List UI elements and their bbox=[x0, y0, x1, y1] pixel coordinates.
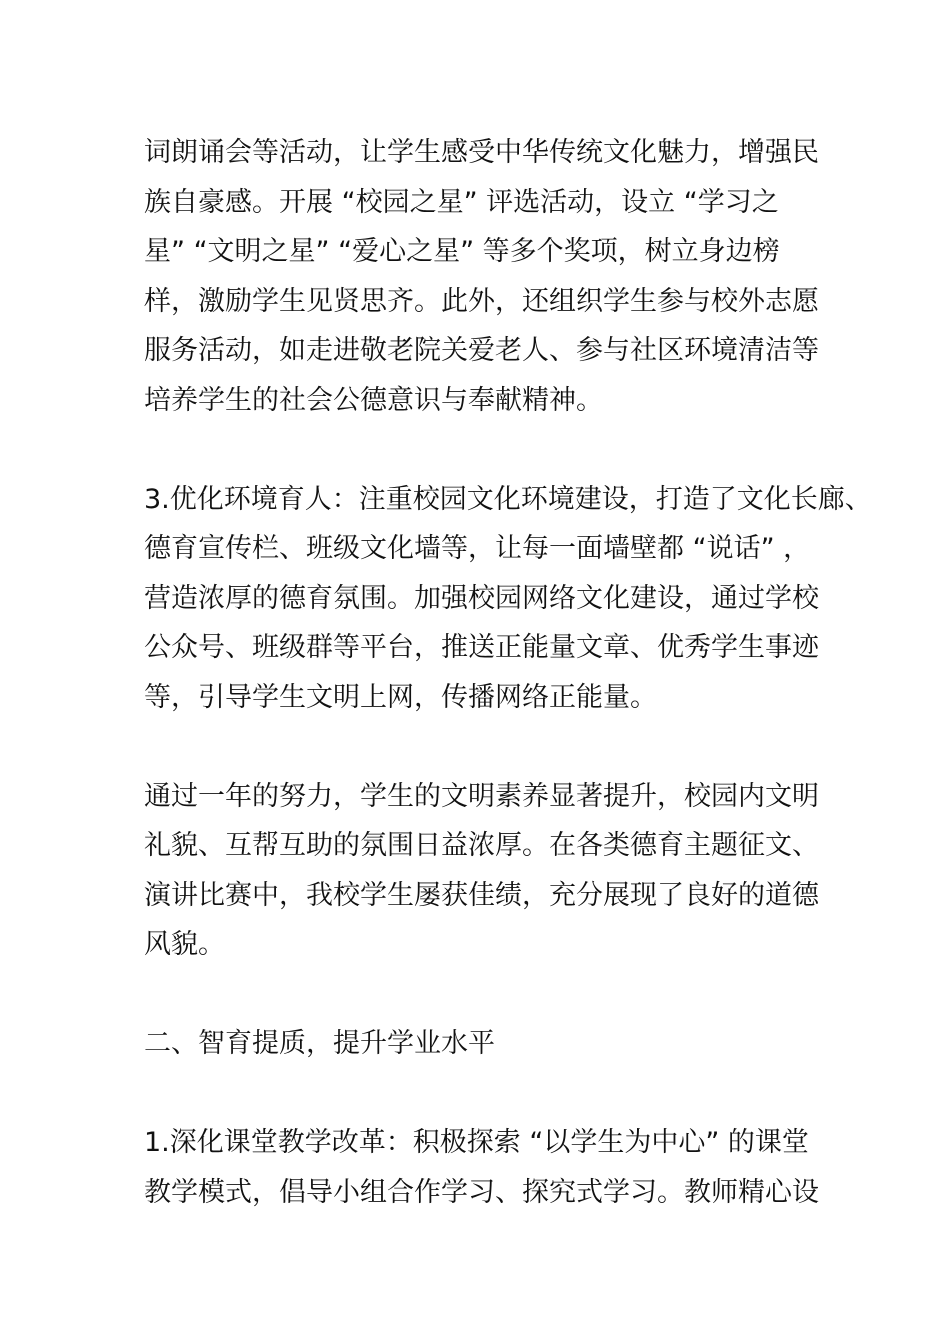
paragraph-environment-education bbox=[144, 475, 872, 723]
text-line: 词朗诵会等活动，让学生感受中华传统文化魅力，增强民 bbox=[144, 137, 819, 168]
text-line: 风貌。 bbox=[144, 929, 225, 960]
paragraph-spacer bbox=[144, 722, 824, 772]
section-heading bbox=[144, 1019, 824, 1069]
text-line: 样，激励学生见贤思齐。此外，还组织学生参与校外志愿 bbox=[144, 285, 819, 317]
text-line: 3.优化环境育人：注重校园文化环境建设，打造了文化长廊、 bbox=[144, 483, 872, 515]
paragraph-spacer bbox=[144, 970, 824, 1020]
text-line: 教学模式，倡导小组合作学习、探究式学习。教师精心设 bbox=[144, 1176, 819, 1208]
paragraph-spacer bbox=[144, 1069, 824, 1119]
text-line: 通过一年的努力，学生的文明素养显著提升，校园内文明 bbox=[144, 780, 819, 812]
document-body bbox=[144, 128, 872, 1217]
text-line: 星” “文明之星” “爱心之星” 等多个奖项，树立身边榜 bbox=[144, 236, 780, 267]
paragraph-results-summary bbox=[144, 772, 824, 970]
text-line: 公众号、班级群等平台，推送正能量文章、优秀学生事迹 bbox=[144, 632, 819, 663]
text-line: 礼貌、互帮互助的氛围日益浓厚。在各类德育主题征文、 bbox=[144, 830, 819, 861]
paragraph-moral-activities bbox=[144, 128, 824, 425]
text-line: 营造浓厚的德育氛围。加强校园网络文化建设，通过学校 bbox=[144, 582, 819, 614]
section-heading-text: 二、智育提质，提升学业水平 bbox=[144, 1028, 495, 1059]
text-line: 族自豪感。开展 “校园之星” 评选活动，设立 “学习之 bbox=[144, 186, 779, 218]
text-line: 服务活动，如走进敬老院关爱老人、参与社区环境清洁等 bbox=[144, 335, 819, 366]
text-line: 等，引导学生文明上网，传播网络正能量。 bbox=[144, 681, 657, 713]
text-line: 培养学生的社会公德意识与奉献精神。 bbox=[144, 384, 603, 416]
paragraph-spacer bbox=[144, 425, 824, 475]
text-line: 演讲比赛中，我校学生屡获佳绩，充分展现了良好的道德 bbox=[144, 879, 819, 911]
paragraph-classroom-reform bbox=[144, 1118, 824, 1217]
text-line: 德育宣传栏、班级文化墙等，让每一面墙壁都 “说话” ， bbox=[144, 533, 811, 564]
text-line: 1.深化课堂教学改革：积极探索 “以学生为中心” 的课堂 bbox=[144, 1127, 809, 1158]
